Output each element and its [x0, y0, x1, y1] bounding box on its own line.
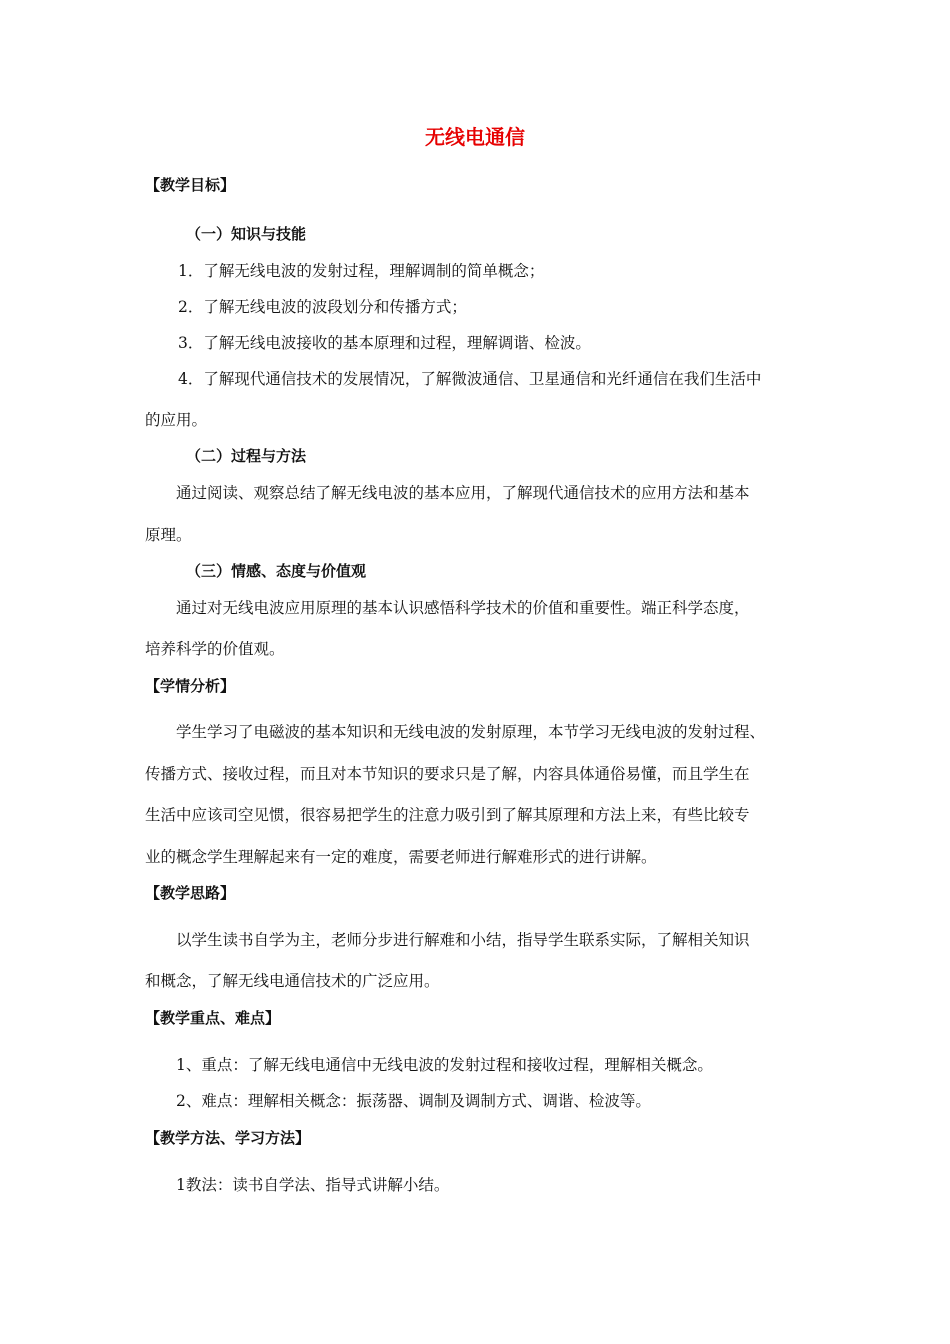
paragraph-line: 业的概念学生理解起来有一定的难度，需要老师进行解难形式的进行讲解。: [145, 848, 657, 866]
paragraph-line: 2、难点：理解相关概念：振荡器、调制及调制方式、调谐、检波等。: [176, 1092, 651, 1110]
section-heading-key-difficult-points: 【教学重点、难点】: [145, 1009, 281, 1027]
paragraph-line: 和概念，了解无线电通信技术的广泛应用。: [145, 972, 440, 990]
paragraph-line: 以学生读书自学为主，老师分步进行解难和小结，指导学生联系实际，了解相关知识: [176, 931, 750, 949]
paragraph-line: 生活中应该司空见惯，很容易把学生的注意力吸引到了解其原理和方法上来，有些比较专: [145, 806, 750, 824]
section-heading-methods: 【教学方法、学习方法】: [145, 1129, 311, 1147]
subsection-heading-emotion-values: （三）情感、态度与价值观: [186, 562, 367, 580]
paragraph-line: 学生学习了电磁波的基本知识和无线电波的发射原理，本节学习无线电波的发射过程、: [176, 723, 766, 741]
paragraph-line: 3．了解无线电波接收的基本原理和过程，理解调谐、检波。: [178, 334, 591, 352]
paragraph-line: 通过对无线电波应用原理的基本认识感悟科学技术的价值和重要性。端正科学态度，: [176, 599, 750, 617]
paragraph-line: 培养科学的价值观。: [145, 640, 285, 658]
paragraph-line: 的应用。: [145, 411, 208, 429]
paragraph-line: 传播方式、接收过程，而且对本节知识的要求只是了解，内容具体通俗易懂，而且学生在: [145, 765, 750, 783]
section-heading-learner-analysis: 【学情分析】: [145, 677, 236, 695]
section-heading-teaching-approach: 【教学思路】: [145, 884, 236, 902]
document-title: 无线电通信: [425, 125, 525, 149]
paragraph-line: 通过阅读、观察总结了解无线电波的基本应用，了解现代通信技术的应用方法和基本: [176, 484, 750, 502]
subsection-heading-process-methods: （二）过程与方法: [186, 447, 307, 465]
section-heading-teaching-goals: 【教学目标】: [145, 176, 236, 194]
paragraph-line: 1教法：读书自学法、指导式讲解小结。: [176, 1176, 450, 1194]
paragraph-line: 2．了解无线电波的波段划分和传播方式；: [178, 298, 467, 316]
paragraph-line: 4．了解现代通信技术的发展情况，了解微波通信、卫星通信和光纤通信在我们生活中: [178, 370, 762, 388]
subsection-heading-knowledge-skills: （一）知识与技能: [186, 225, 307, 243]
paragraph-line: 1、重点：了解无线电通信中无线电波的发射过程和接收过程，理解相关概念。: [176, 1056, 713, 1074]
paragraph-line: 原理。: [145, 526, 192, 544]
paragraph-line: 1．了解无线电波的发射过程，理解调制的简单概念；: [178, 262, 545, 280]
